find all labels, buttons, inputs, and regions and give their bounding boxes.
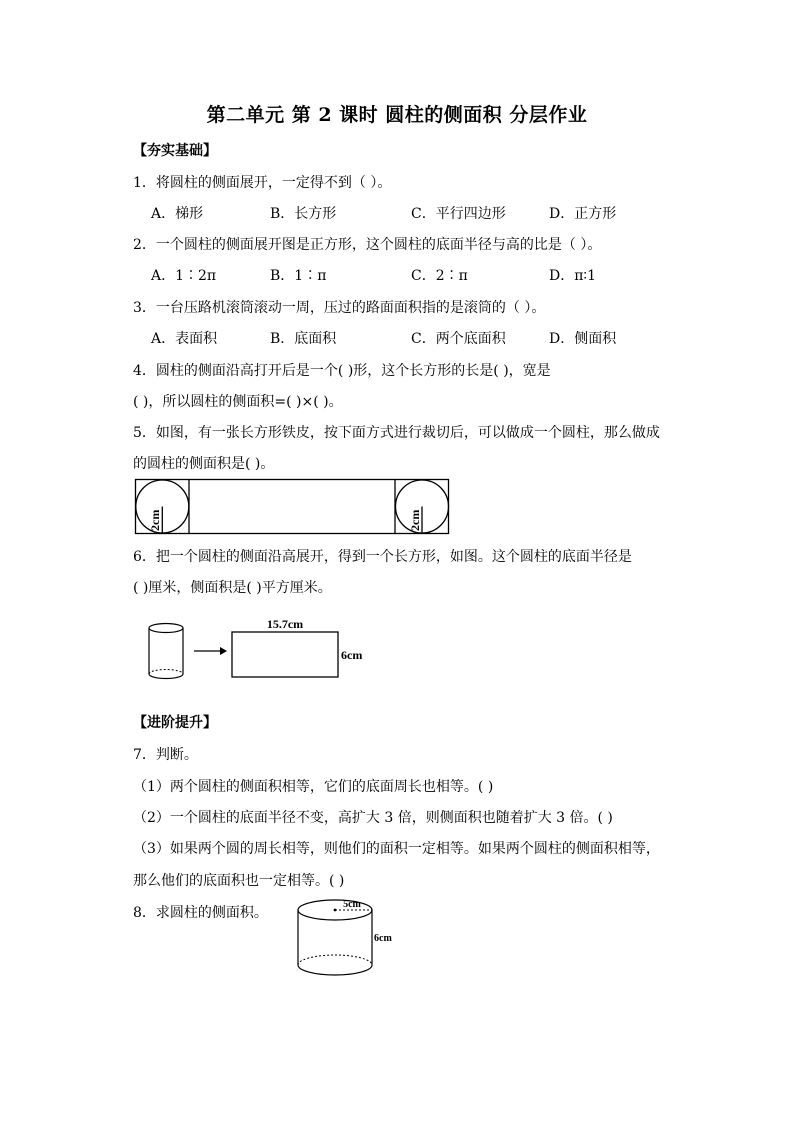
- question-6-line-2: ( )厘米，侧面积是( )平方厘米。: [133, 580, 332, 596]
- cylinder-unfold-figure: [140, 615, 380, 690]
- rectangle-height-label: 6cm: [341, 648, 363, 662]
- iron-sheet-outline: [136, 480, 449, 534]
- question-8-stem: 8．求圆柱的侧面积。: [133, 905, 268, 921]
- cylinder-height-label: 6cm: [374, 933, 392, 944]
- arrow-right-icon: [194, 647, 227, 655]
- question-3-option-c[interactable]: C．两个底面积: [411, 331, 506, 347]
- cylinder-icon: [149, 624, 183, 679]
- cylinder-figure: [294, 893, 404, 983]
- unfolded-rectangle: [232, 632, 338, 677]
- question-3-option-a[interactable]: A．表面积: [151, 331, 218, 347]
- section-basic-heading: 【夯实基础】: [133, 143, 217, 159]
- question-6-line-1: 6．把一个圆柱的侧面沿高展开，得到一个长方形，如图。这个圆柱的底面半径是: [133, 549, 632, 565]
- cylinder-bottom-front: [298, 965, 372, 975]
- question-1-option-a[interactable]: A．梯形: [151, 206, 204, 222]
- question-2-option-c[interactable]: C．2∶π: [411, 268, 468, 284]
- page-title: 第二单元 第 2 课时 圆柱的侧面积 分层作业: [206, 104, 588, 126]
- right-radius-label: 2cm: [408, 509, 422, 531]
- question-5-line-2: 的圆柱的侧面积是( )。: [133, 456, 275, 472]
- question-5-line-1: 5．如图，有一张长方形铁皮，按下面方式进行裁切后，可以做成一个圆柱，那么做成: [133, 425, 660, 441]
- question-3-stem: 3．一台压路机滚筒滚动一周，压过的路面面积指的是滚筒的（ ）。: [133, 300, 546, 316]
- question-7-item-3-cont: 那么他们的底面积也一定相等。( ): [133, 873, 345, 889]
- question-7-item-1: （1）两个圆柱的侧面积相等，它们的底面周长也相等。( ): [133, 779, 494, 795]
- question-1-option-d[interactable]: D．正方形: [549, 206, 617, 222]
- question-2-stem: 2．一个圆柱的侧面展开图是正方形，这个圆柱的底面半径与高的比是（ ）。: [133, 237, 602, 253]
- question-3-option-d[interactable]: D．侧面积: [549, 331, 617, 347]
- section-advanced-heading: 【进阶提升】: [133, 715, 217, 731]
- cylinder-bottom-back: [298, 955, 372, 965]
- question-7-stem: 7．判断。: [133, 747, 198, 763]
- question-7-item-2: （2）一个圆柱的底面半径不变，高扩大 3 倍，则侧面积也随着扩大 3 倍。( ): [133, 810, 613, 826]
- rectangle-length-label: 15.7cm: [266, 617, 304, 631]
- question-4-line-2: ( )，所以圆柱的侧面积=( )×( )。: [133, 394, 343, 410]
- question-2-option-d[interactable]: D．π∶1: [549, 268, 596, 284]
- left-radius-label: 2cm: [148, 509, 162, 531]
- question-3-option-b[interactable]: B．底面积: [270, 331, 337, 347]
- question-7-item-3: （3）如果两个圆的周长相等，则他们的面积一定相等。如果两个圆柱的侧面积相等，: [133, 841, 660, 857]
- iron-sheet-figure: [134, 478, 452, 536]
- question-1-stem: 1．将圆柱的侧面展开，一定得不到（ ）。: [133, 175, 392, 191]
- question-4-line-1: 4．圆柱的侧面沿高打开后是一个( )形，这个长方形的长是( )，宽是: [133, 363, 551, 379]
- question-2-option-b[interactable]: B．1∶π: [270, 268, 327, 284]
- cylinder-radius-label: 5cm: [343, 899, 361, 910]
- question-1-option-b[interactable]: B．长方形: [270, 206, 337, 222]
- question-2-option-a[interactable]: A．1∶2π: [151, 268, 217, 284]
- question-1-option-c[interactable]: C．平行四边形: [411, 206, 506, 222]
